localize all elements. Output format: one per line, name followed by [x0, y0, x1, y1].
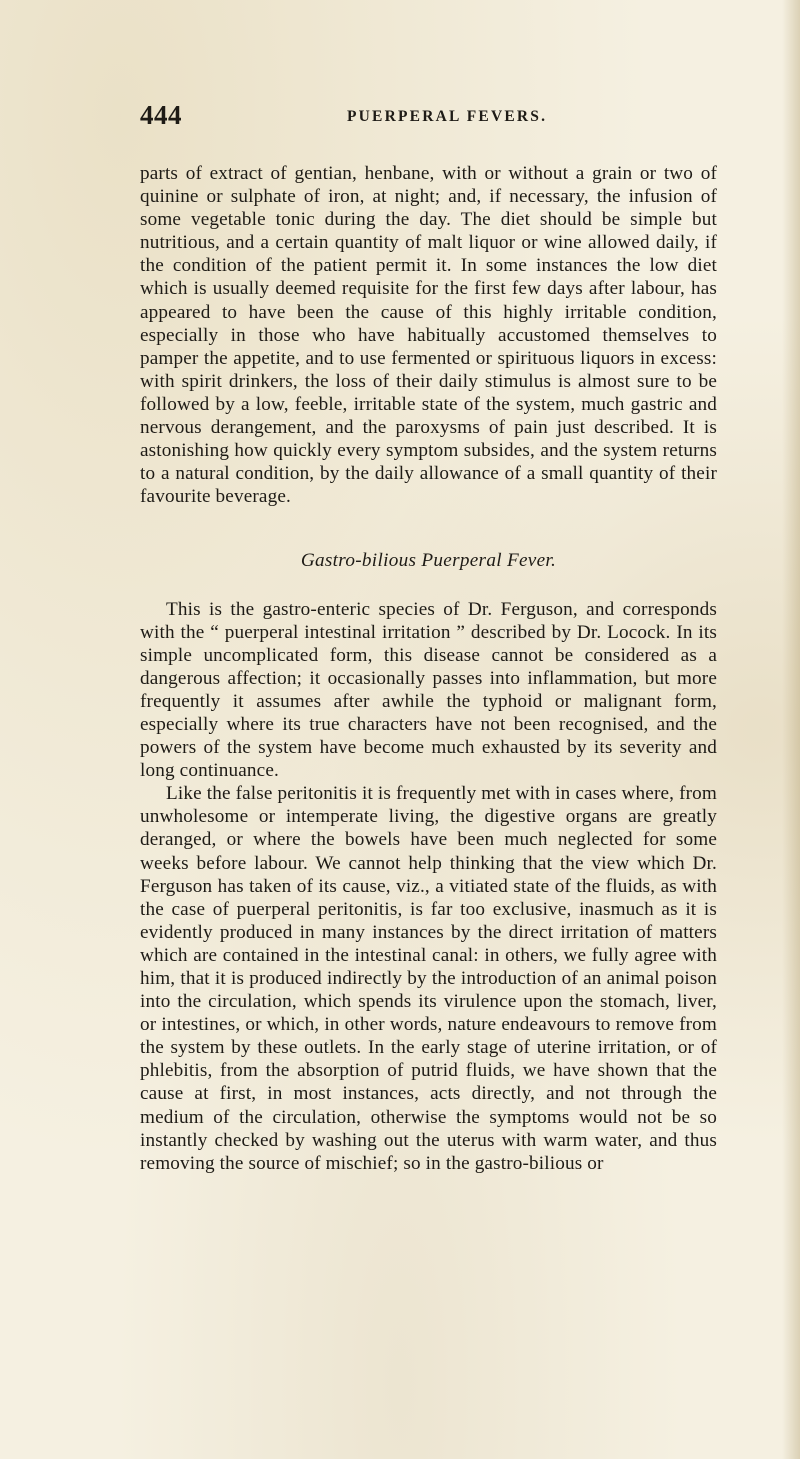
paragraph-1: parts of extract of gentian, henbane, with or without a grain or two of quinine or sulphate of iron, at night; and, if necessary, the infusion of some vegetable tonic during the day. The diet should be simple but nutritious, and a certain quantity of malt liquor or wine allowed daily, if the condition of the patient permit it. In some instances the low diet which is usually deemed requisite for the first few days after labour, has appeared to have been the cause of this highly irritable condition, especially in those who have habitually accustomed themselves to pamper the appetite, and to use fermented or spirituous liquors in excess: with spirit drinkers, the loss of their daily stimulus is almost sure to be followed by a low, feeble, irritable state of the system, much gastric and nervous derangement, and the paroxysms of pain just described. It is astonishing how quickly every symptom subsides, and the system returns to a natural condition, by the daily allowance of a small quantity of their favourite beverage.	[140, 163, 717, 508]
paragraph-2: This is the gastro-enteric species of Dr. Ferguson, and corresponds with the “ puerperal intestinal irritation ” described by Dr. Locock. In its simple uncomplicated form, this disease cannot be considered as a dangerous affection; it occasionally passes into inflammation, but more frequently it assumes after awhile the typhoid or malignant form, especially where its true characters have not been recognised, and the powers of the system have become much exhausted by its severity and long continuance.	[140, 598, 717, 782]
body-text	[140, 162, 717, 1175]
paragraph-3: Like the false peritonitis it is frequently met with in cases where, from unwholesome or intemperate living, the digestive organs are greatly deranged, or where the bowels have been much neglected for some weeks before labour. We cannot help thinking that the view which Dr. Ferguson has taken of its cause, viz., a vitiated state of the fluids, as with the case of puerperal peritonitis, is far too exclusive, inasmuch as it is evidently produced in many instances by the direct irritation of matters which are contained in the intestinal canal: in others, we fully agree with him, that it is produced indirectly by the introduction of an animal poison into the circulation, which spends its virulence upon the stomach, liver, or intestines, or which, in other words, nature endeavours to remove from the system by these outlets. In the early stage of uterine irritation, or of phlebitis, from the absorption of putrid fluids, we have shown that the cause at first, in most instances, acts directly, and not through the medium of the circulation, otherwise the symptoms would not be so instantly checked by washing out the uterus with warm water, and thus removing the source of mischief; so in the gastro-bilious or	[140, 783, 717, 1174]
page-edge-stain	[782, 0, 800, 1459]
running-head: PUERPERAL FEVERS.	[347, 108, 548, 125]
section-title: Gastro-bilious Puerperal Fever.	[300, 550, 557, 572]
page-number: 444	[140, 100, 182, 130]
page-header	[140, 100, 720, 136]
